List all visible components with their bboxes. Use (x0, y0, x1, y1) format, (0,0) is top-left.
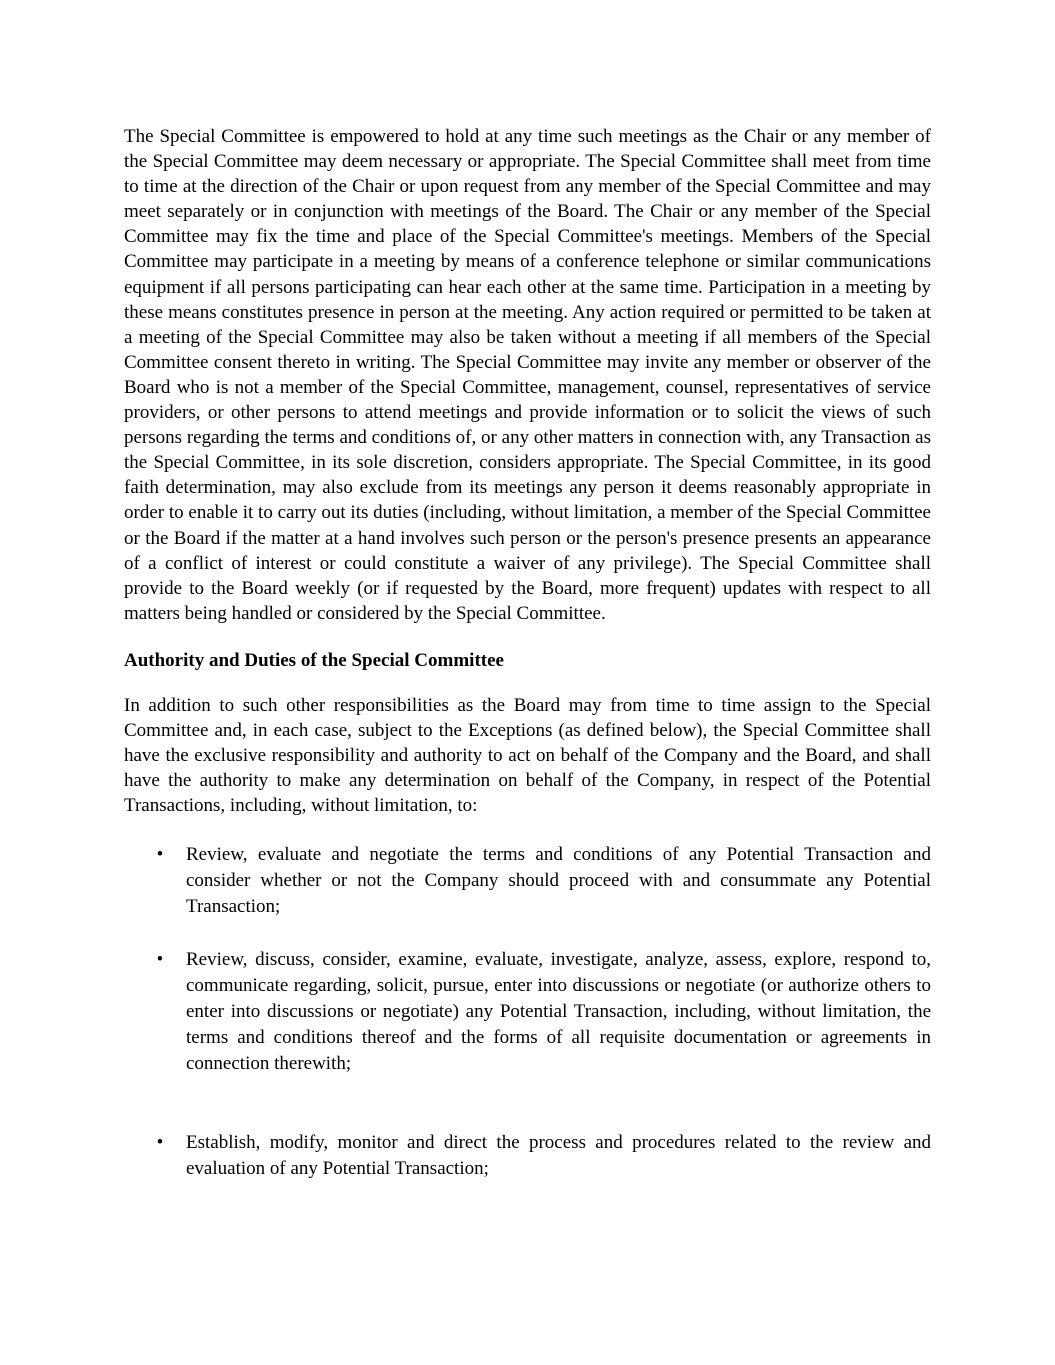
list-item (124, 842, 931, 920)
authority-bullet-list (124, 842, 931, 1182)
section-heading: Authority and Duties of the Special Committee (124, 649, 504, 671)
bullet-icon: • (156, 844, 164, 866)
intro-paragraph: The Special Committee is empowered to hold at any time such meetings as the Chair or any member of the Special Committee may deem necessary or appropriate. The Special Committee shall meet from time to time at the direction of the Chair or upon request from any member of the Special Committee and may meet separately or in conjunction with meetings of the Board. The Chair or any member of the Special Committee may fix the time and place of the Special Committee's meetings. Members of the Special Committee may participate in a meeting by means of a conference telephone or similar communications equipment if all persons participating can hear each other at the same time. Participation in a meeting by these means constitutes presence in person at the meeting. Any action required or permitted to be taken at a meeting of the Special Committee may also be taken without a meeting if all members of the Special Committee consent thereto in writing. The Special Committee may invite any member or observer of the Board who is not a member of the Special Committee, management, counsel, representatives of service providers, or other persons to attend meetings and provide information or to solicit the views of such persons regarding the terms and conditions of, or any other matters in connection with, any Transaction as the Special Committee, in its sole discretion, considers appropriate. The Special Committee, in its good faith determination, may also exclude from its meetings any person it deems reasonably appropriate in order to enable it to carry out its duties (including, without limitation, a member of the Special Committee or the Board if the matter at a hand involves such person or the person's presence presents an appearance of a conflict of interest or could constitute a waiver of any privilege). The Special Committee shall provide to the Board weekly (or if requested by the Board, more frequent) updates with respect to all matters being handled or considered by the Special Committee. (124, 126, 931, 624)
bullet-icon: • (156, 949, 164, 971)
list-item-text: Establish, modify, monitor and direct the process and procedures related to the review and evaluation of any Potential Transaction; (186, 1132, 931, 1180)
document-page (124, 124, 931, 1182)
list-item-text: Review, evaluate and negotiate the terms and conditions of any Potential Transaction and consider whether or not the Company should proceed with and consummate any Potential Transaction; (186, 844, 931, 918)
list-item (124, 947, 931, 1077)
list-item-text: Review, discuss, consider, examine, evaluate, investigate, analyze, assess, explore, respond to, communicate regarding, solicit, pursue, enter into discussions or negotiate (or authorize others to enter into discussions or negotiate) any Potential Transaction, including, without limitation, the terms and conditions thereof and the forms of all requisite documentation or agreements in connection therewith; (186, 949, 931, 1075)
bullet-icon: • (156, 1132, 164, 1154)
list-item (124, 1130, 931, 1182)
authority-paragraph: In addition to such other responsibilities as the Board may from time to time assign to the Special Committee and, in each case, subject to the Exceptions (as defined below), the Special Committee shall have the exclusive responsibility and authority to act on behalf of the Company and the Board, and shall have the authority to make any determination on behalf of the Company, in respect of the Potential Transactions, including, without limitation, to: (124, 694, 931, 817)
